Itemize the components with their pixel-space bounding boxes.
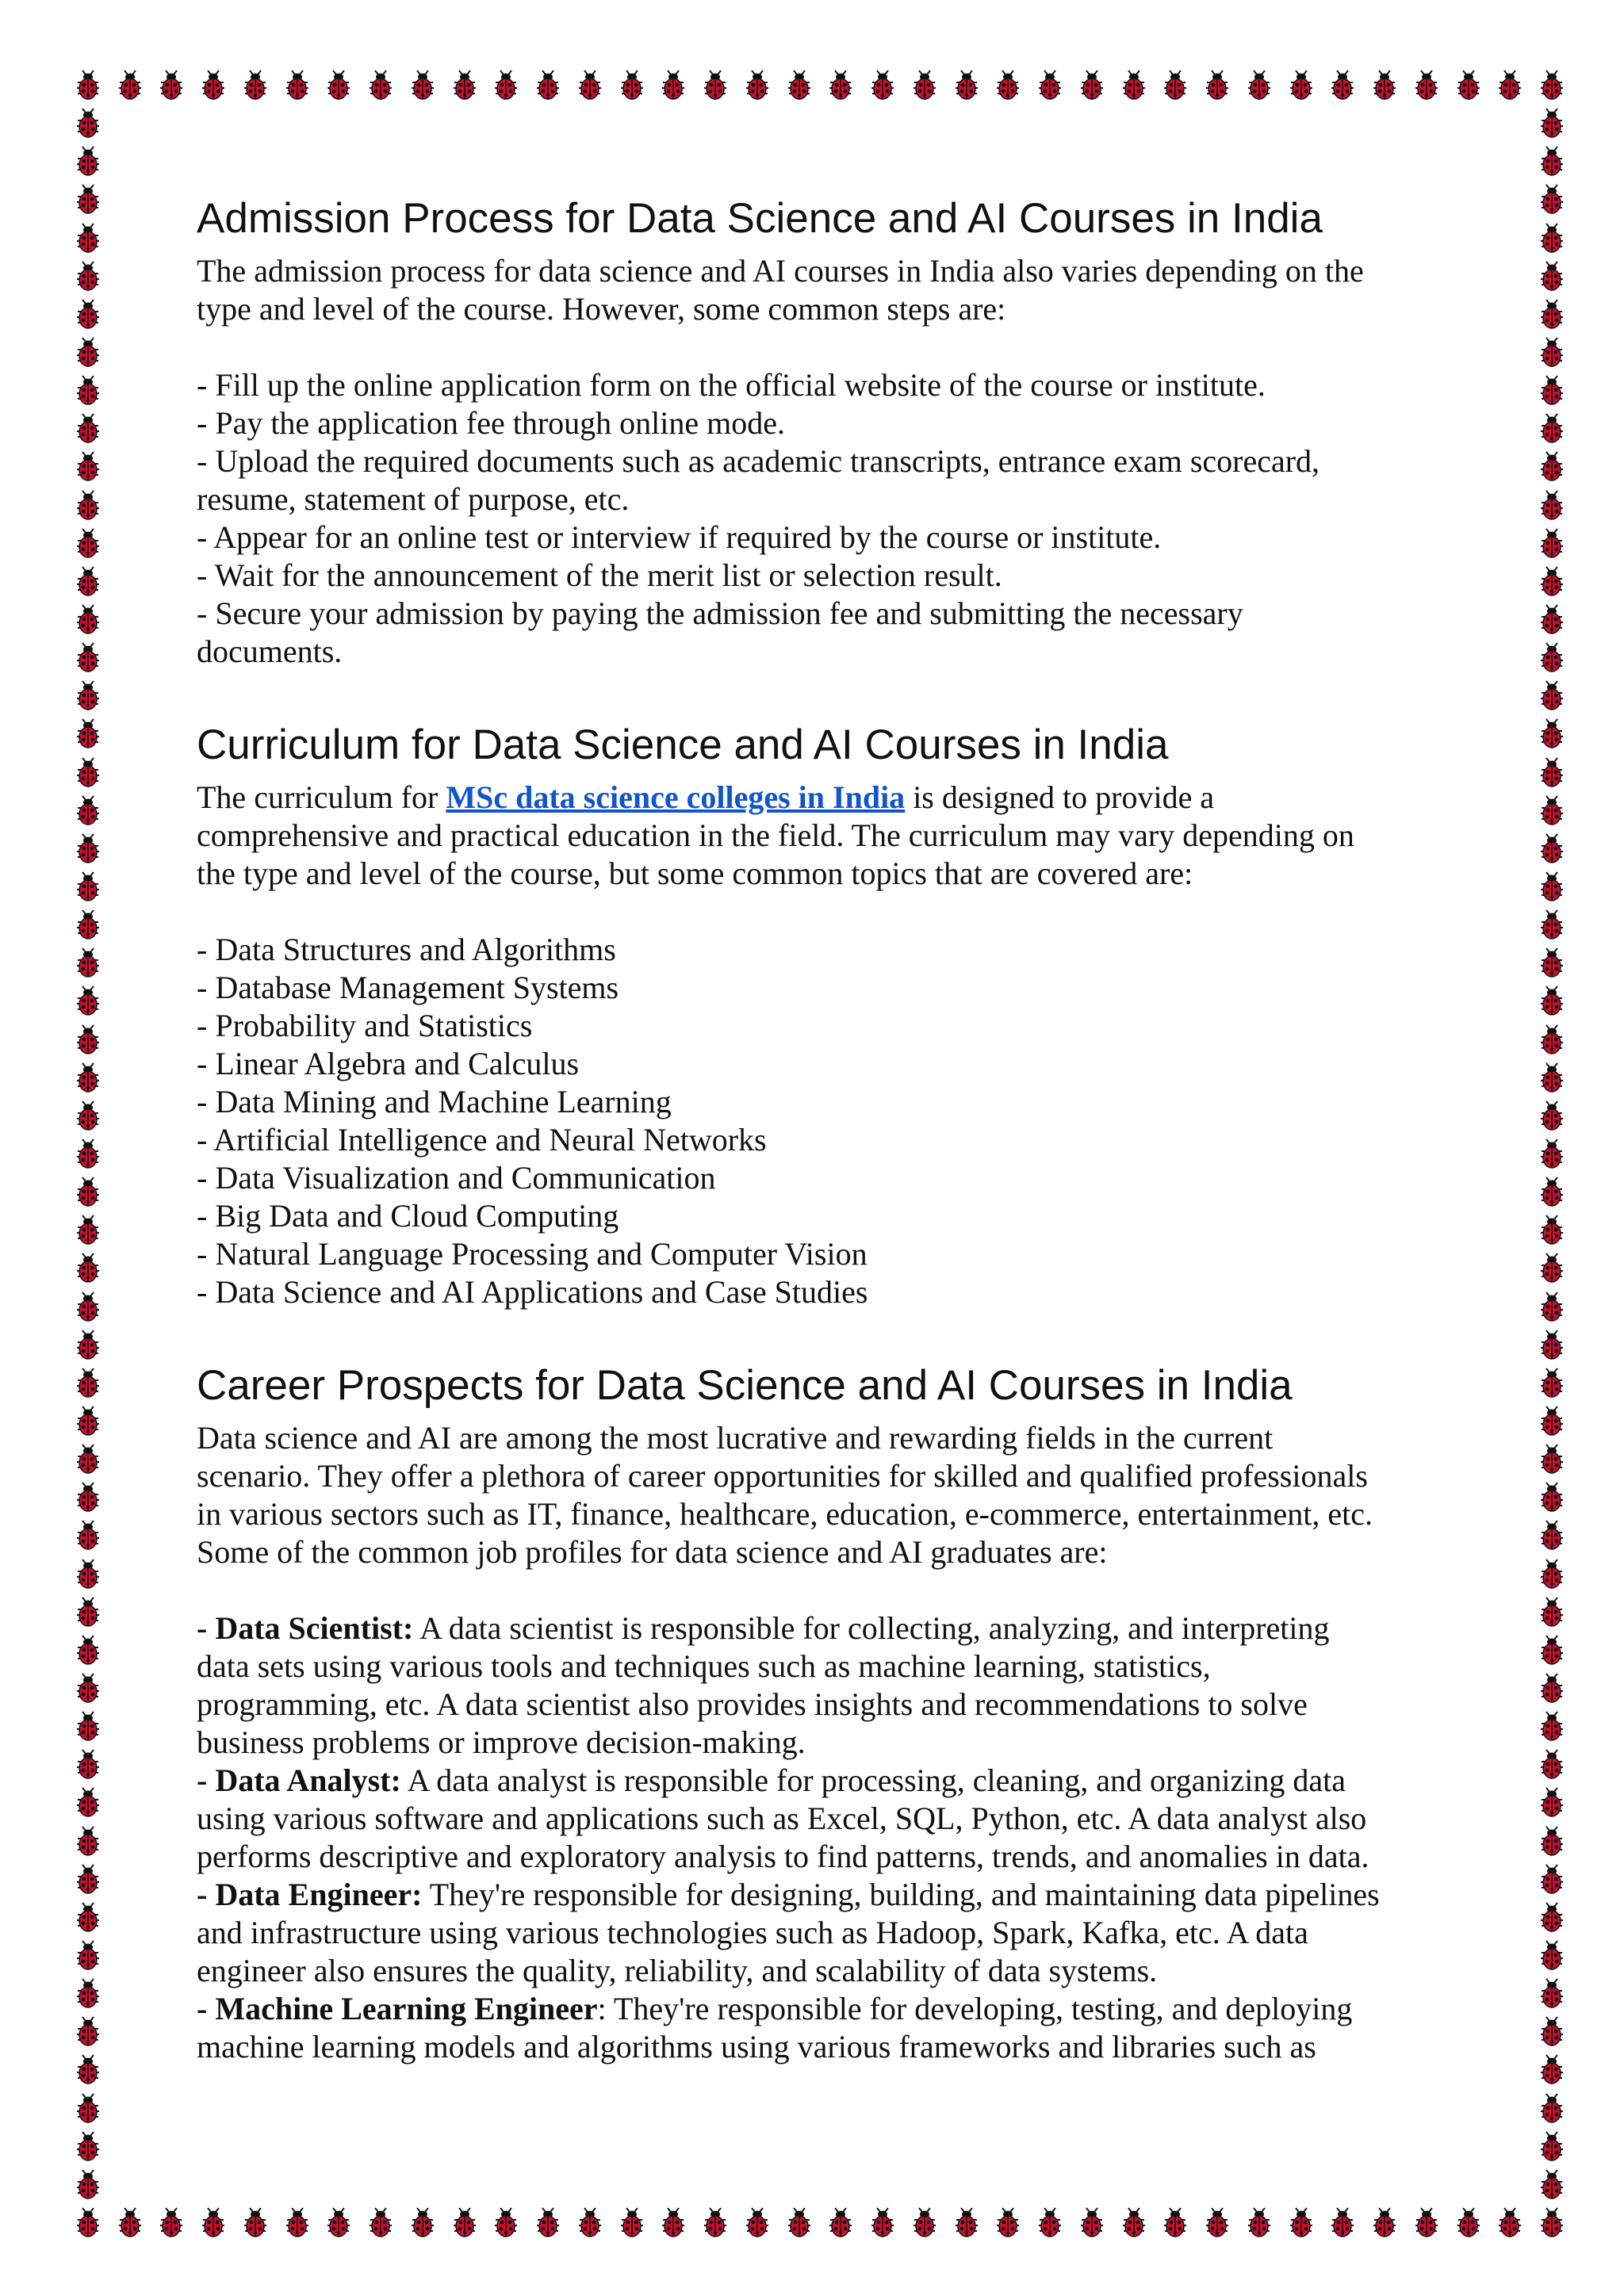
- ladybug-icon: [1123, 2208, 1145, 2237]
- ladybug-icon: [1499, 2208, 1521, 2237]
- ladybug-icon: [1541, 1139, 1563, 1168]
- ladybug-icon: [537, 71, 559, 99]
- ladybug-icon: [77, 681, 99, 710]
- ladybug-icon: [1541, 834, 1563, 863]
- ladybug-icon: [77, 1445, 99, 1473]
- ladybug-icon: [77, 872, 99, 901]
- ladybug-icon: [77, 71, 99, 99]
- ladybug-icon: [1415, 71, 1438, 99]
- ladybug-icon: [1541, 605, 1563, 633]
- ladybug-icon: [77, 1483, 99, 1511]
- ladybug-icon: [327, 71, 350, 99]
- job-description-line: data sets using various tools and techniques such as machine learning, statistics,: [197, 1648, 1211, 1684]
- ladybug-icon: [77, 986, 99, 1015]
- ladybug-icon: [704, 2208, 726, 2237]
- document-body: [197, 193, 1434, 2115]
- curriculum-topic: - Data Visualization and Communication: [197, 1160, 716, 1196]
- ladybug-icon: [1541, 2208, 1563, 2237]
- ladybug-icon: [1373, 71, 1396, 99]
- curriculum-topic: - Database Management Systems: [197, 970, 619, 1005]
- ladybug-icon: [77, 1979, 99, 2007]
- ladybug-icon: [1541, 1253, 1563, 1282]
- admission-step: - Upload the required documents such as academic transcripts, entrance exam scorecard,: [197, 443, 1320, 479]
- admission-step: resume, statement of purpose, etc.: [197, 481, 630, 517]
- ladybug-icon: [1499, 71, 1521, 99]
- ladybug-icon: [1457, 2208, 1480, 2237]
- ladybug-icon: [1123, 71, 1145, 99]
- admission-intro-line: The admission process for data science and AI courses in India also varies depending on the: [197, 253, 1364, 289]
- ladybug-icon: [1248, 71, 1270, 99]
- ladybug-icon: [77, 1330, 99, 1359]
- curriculum-topic: - Artificial Intelligence and Neural Networks: [197, 1122, 767, 1158]
- ladybug-icon: [370, 71, 392, 99]
- ladybug-icon: [621, 71, 643, 99]
- ladybug-icon: [495, 71, 517, 99]
- ladybug-icon: [1541, 376, 1563, 404]
- ladybug-icon: [77, 1101, 99, 1130]
- ladybug-icon: [1541, 414, 1563, 442]
- job-description-line: A data analyst is responsible for processing, cleaning, and organizing data: [400, 1762, 1346, 1798]
- admission-step: - Appear for an online test or interview if required by the course or institute.: [197, 519, 1162, 555]
- ladybug-icon: [1541, 338, 1563, 366]
- ladybug-icon: [77, 2017, 99, 2045]
- ladybug-icon: [1541, 1483, 1563, 1511]
- ladybug-icon: [77, 2208, 99, 2237]
- ladybug-icon: [1541, 2055, 1563, 2084]
- ladybug-icon: [1541, 643, 1563, 672]
- ladybug-icon: [788, 2208, 810, 2237]
- ladybug-icon: [914, 2208, 936, 2237]
- ladybug-icon: [77, 491, 99, 519]
- ladybug-icon: [871, 71, 894, 99]
- ladybug-icon: [77, 1827, 99, 1855]
- ladybug-icon: [1290, 71, 1312, 99]
- ladybug-icon: [77, 414, 99, 442]
- ladybug-icon: [1039, 2208, 1061, 2237]
- ladybug-icon: [997, 71, 1019, 99]
- career-intro-line: scenario. They offer a plethora of career opportunities for skilled and qualified professionals: [197, 1458, 1368, 1494]
- ladybug-icon: [1541, 1215, 1563, 1244]
- ladybug-icon: [1541, 681, 1563, 710]
- ladybug-icon: [1541, 872, 1563, 901]
- ladybug-icon: [621, 2208, 643, 2237]
- job-description-line: : They're responsible for developing, testing, and deploying: [597, 1991, 1353, 2026]
- ladybug-icon: [1541, 262, 1563, 290]
- ladybug-icon: [1457, 71, 1480, 99]
- ladybug-icon: [244, 2208, 266, 2237]
- ladybug-icon: [77, 1750, 99, 1778]
- curriculum-topic: - Linear Algebra and Calculus: [197, 1046, 580, 1081]
- job-description-line: and infrastructure using various technologies such as Hadoop, Spark, Kafka, etc. A data: [197, 1915, 1308, 1950]
- ladybug-icon: [77, 1903, 99, 1931]
- ladybug-icon: [77, 1215, 99, 1244]
- curriculum-heading: Curriculum for Data Science and AI Courses in India: [197, 721, 1169, 768]
- ladybug-icon: [1541, 1177, 1563, 1206]
- ladybug-icon: [1541, 491, 1563, 519]
- ladybug-icon: [1541, 2132, 1563, 2160]
- ladybug-icon: [788, 71, 810, 99]
- ladybug-icon: [1541, 1903, 1563, 1931]
- curriculum-topic: - Data Science and AI Applications and Case Studies: [197, 1274, 868, 1310]
- ladybug-icon: [77, 147, 99, 175]
- career-heading: Career Prospects for Data Science and AI Courses in India: [197, 1362, 1293, 1409]
- ladybug-icon: [1541, 147, 1563, 175]
- ladybug-icon: [77, 1177, 99, 1206]
- ladybug-icon: [1541, 2017, 1563, 2045]
- ladybug-icon: [77, 1559, 99, 1588]
- ladybug-icon: [1541, 2094, 1563, 2122]
- ladybug-icon: [77, 1712, 99, 1740]
- curriculum-topic: - Big Data and Cloud Computing: [197, 1198, 619, 1234]
- ladybug-icon: [77, 529, 99, 557]
- ladybug-icon: [1206, 2208, 1228, 2237]
- ladybug-icon: [1541, 224, 1563, 252]
- ladybug-icon: [1331, 2208, 1354, 2237]
- ladybug-icon: [1541, 1941, 1563, 1969]
- ladybug-icon: [77, 1368, 99, 1397]
- ladybug-icon: [454, 71, 476, 99]
- ladybug-icon: [1206, 71, 1228, 99]
- ladybug-icon: [579, 2208, 601, 2237]
- ladybug-icon: [1164, 2208, 1186, 2237]
- ladybug-icon: [1248, 2208, 1270, 2237]
- ladybug-icon: [1081, 71, 1103, 99]
- curriculum-topic: - Natural Language Processing and Computer Vision: [197, 1236, 868, 1272]
- ladybug-icon: [1331, 71, 1354, 99]
- ladybug-icon: [77, 1865, 99, 1893]
- ladybug-icon: [662, 71, 684, 99]
- admission-section: [197, 193, 1434, 671]
- ladybug-icon: [77, 2170, 99, 2198]
- msc-colleges-link[interactable]: MSc data science colleges in India: [446, 779, 906, 815]
- ladybug-icon: [1541, 796, 1563, 825]
- ladybug-icon: [1541, 529, 1563, 557]
- ladybug-icon: [1541, 2170, 1563, 2198]
- ladybug-icon: [997, 2208, 1019, 2237]
- ladybug-icon: [1541, 1292, 1563, 1321]
- ladybug-icon: [1415, 2208, 1438, 2237]
- admission-step: documents.: [197, 633, 343, 669]
- admission-heading: Admission Process for Data Science and AI Courses in India: [197, 195, 1323, 242]
- curriculum-intro-line: comprehensive and practical education in the field. The curriculum may vary depending on: [197, 817, 1354, 853]
- ladybug-icon: [77, 338, 99, 366]
- ladybug-icon: [77, 758, 99, 786]
- ladybug-icon: [1039, 71, 1061, 99]
- ladybug-icon: [1541, 1865, 1563, 1893]
- job-description-line: performs descriptive and exploratory analysis to find patterns, trends, and anomalies in data.: [197, 1839, 1369, 1874]
- ladybug-icon: [77, 910, 99, 939]
- ladybug-icon: [77, 1253, 99, 1282]
- ladybug-icon: [77, 300, 99, 328]
- ladybug-icon: [370, 2208, 392, 2237]
- job-data-engineer: [197, 1876, 1434, 1914]
- ladybug-icon: [119, 2208, 141, 2237]
- ladybug-icon: [871, 2208, 894, 2237]
- job-title: - Machine Learning Engineer: [197, 1991, 598, 2026]
- job-data-scientist: [197, 1609, 1434, 1647]
- ladybug-icon: [77, 2055, 99, 2084]
- ladybug-icon: [1541, 910, 1563, 939]
- ladybug-icon: [77, 1406, 99, 1435]
- ladybug-icon: [77, 719, 99, 748]
- ladybug-icon: [1541, 758, 1563, 786]
- career-intro-line: in various sectors such as IT, finance, healthcare, education, e-commerce, entertainment, etc.: [197, 1496, 1373, 1532]
- job-title: - Data Analyst:: [197, 1762, 401, 1798]
- ladybug-icon: [77, 605, 99, 633]
- ladybug-icon: [77, 2094, 99, 2122]
- ladybug-icon: [77, 1636, 99, 1664]
- ladybug-icon: [956, 71, 978, 99]
- ladybug-icon: [160, 71, 182, 99]
- ladybug-icon: [77, 1521, 99, 1549]
- ladybug-icon: [77, 1598, 99, 1626]
- ladybug-icon: [1541, 567, 1563, 595]
- ladybug-icon: [77, 1063, 99, 1092]
- ladybug-icon: [1541, 1979, 1563, 2007]
- ladybug-icon: [829, 2208, 852, 2237]
- ladybug-icon: [77, 2132, 99, 2160]
- admission-intro-line: type and level of the course. However, some common steps are:: [197, 291, 1006, 327]
- ladybug-icon: [77, 1941, 99, 1969]
- job-data-analyst: [197, 1762, 1434, 1800]
- ladybug-icon: [412, 71, 434, 99]
- ladybug-icon: [1541, 185, 1563, 213]
- ladybug-icon: [77, 1292, 99, 1321]
- ladybug-icon: [1541, 1330, 1563, 1359]
- curriculum-intro-line: [197, 779, 1434, 817]
- ladybug-icon: [77, 796, 99, 825]
- curriculum-topic: - Data Mining and Machine Learning: [197, 1084, 672, 1119]
- ladybug-icon: [914, 71, 936, 99]
- ladybug-icon: [495, 2208, 517, 2237]
- ladybug-icon: [1164, 71, 1186, 99]
- ladybug-icon: [77, 948, 99, 977]
- ladybug-icon: [1541, 1559, 1563, 1588]
- ladybug-icon: [746, 71, 768, 99]
- ladybug-icon: [77, 1788, 99, 1816]
- ladybug-icon: [77, 109, 99, 137]
- ladybug-icon: [77, 1025, 99, 1054]
- job-description-line: business problems or improve decision-making.: [197, 1724, 806, 1760]
- admission-step: - Wait for the announcement of the merit list or selection result.: [197, 557, 1002, 593]
- ladybug-icon: [119, 71, 141, 99]
- ladybug-icon: [202, 71, 224, 99]
- ladybug-icon: [1541, 1368, 1563, 1397]
- ladybug-icon: [1541, 719, 1563, 748]
- ladybug-icon: [1541, 109, 1563, 137]
- ladybug-icon: [77, 1139, 99, 1168]
- ladybug-icon: [1541, 71, 1563, 99]
- ladybug-icon: [77, 1674, 99, 1702]
- ladybug-icon: [662, 2208, 684, 2237]
- ladybug-icon: [1541, 986, 1563, 1015]
- ladybug-icon: [77, 376, 99, 404]
- career-intro-line: Some of the common job profiles for data science and AI graduates are:: [197, 1534, 1108, 1570]
- ladybug-icon: [1541, 1788, 1563, 1816]
- ladybug-icon: [454, 2208, 476, 2237]
- ladybug-icon: [1081, 2208, 1103, 2237]
- ladybug-icon: [1541, 948, 1563, 977]
- ladybug-icon: [77, 262, 99, 290]
- ladybug-icon: [1541, 1827, 1563, 1855]
- admission-step: - Pay the application fee through online mode.: [197, 405, 786, 441]
- job-title: - Data Engineer:: [197, 1877, 423, 1912]
- job-description-line: machine learning models and algorithms using various frameworks and libraries such as: [197, 2029, 1316, 2064]
- ladybug-icon: [1290, 2208, 1312, 2237]
- ladybug-icon: [412, 2208, 434, 2237]
- ladybug-icon: [704, 71, 726, 99]
- ladybug-icon: [77, 567, 99, 595]
- ladybug-icon: [1541, 1025, 1563, 1054]
- job-description-line: They're responsible for designing, building, and maintaining data pipelines: [422, 1877, 1380, 1912]
- ladybug-icon: [327, 2208, 350, 2237]
- curriculum-topic: - Probability and Statistics: [197, 1008, 533, 1043]
- ladybug-icon: [1541, 1750, 1563, 1778]
- ladybug-icon: [1541, 1521, 1563, 1549]
- ladybug-icon: [956, 2208, 978, 2237]
- career-section: [197, 1360, 1434, 2066]
- curriculum-intro-line: the type and level of the course, but some common topics that are covered are:: [197, 855, 1193, 891]
- ladybug-icon: [1541, 1598, 1563, 1626]
- ladybug-icon: [160, 2208, 182, 2237]
- ladybug-icon: [1541, 1674, 1563, 1702]
- ladybug-icon: [1541, 452, 1563, 480]
- ladybug-icon: [202, 2208, 224, 2237]
- ladybug-icon: [1541, 1445, 1563, 1473]
- job-description-line: programming, etc. A data scientist also provides insights and recommendations to solve: [197, 1686, 1308, 1722]
- curriculum-intro-suffix: is designed to provide a: [905, 779, 1215, 815]
- admission-step: - Secure your admission by paying the admission fee and submitting the necessary: [197, 595, 1243, 631]
- ladybug-icon: [286, 71, 308, 99]
- ladybug-icon: [77, 224, 99, 252]
- ladybug-icon: [77, 834, 99, 863]
- ladybug-icon: [1373, 2208, 1396, 2237]
- ladybug-icon: [77, 185, 99, 213]
- ladybug-icon: [286, 2208, 308, 2237]
- ladybug-icon: [1541, 300, 1563, 328]
- ladybug-icon: [244, 71, 266, 99]
- ladybug-icon: [77, 452, 99, 480]
- ladybug-icon: [579, 71, 601, 99]
- career-intro-line: Data science and AI are among the most lucrative and rewarding fields in the current: [197, 1420, 1274, 1456]
- job-description-line: engineer also ensures the quality, reliability, and scalability of data systems.: [197, 1953, 1158, 1988]
- ladybug-icon: [1541, 1063, 1563, 1092]
- job-title: - Data Scientist:: [197, 1610, 414, 1646]
- job-description-line: using various software and applications such as Excel, SQL, Python, etc. A data analyst also: [197, 1800, 1367, 1836]
- job-description-line: A data scientist is responsible for collecting, analyzing, and interpreting: [413, 1610, 1330, 1646]
- curriculum-topic: - Data Structures and Algorithms: [197, 932, 616, 967]
- ladybug-icon: [746, 2208, 768, 2237]
- ladybug-icon: [1541, 1406, 1563, 1435]
- ladybug-icon: [537, 2208, 559, 2237]
- ladybug-icon: [77, 643, 99, 672]
- job-ml-engineer: [197, 1990, 1434, 2028]
- ladybug-icon: [829, 71, 852, 99]
- ladybug-icon: [1541, 1712, 1563, 1740]
- ladybug-icon: [1541, 1636, 1563, 1664]
- ladybug-icon: [1541, 1101, 1563, 1130]
- curriculum-intro-prefix: The curriculum for: [197, 779, 446, 815]
- curriculum-section: [197, 720, 1434, 1311]
- admission-step: - Fill up the online application form on the official website of the course or institute.: [197, 367, 1266, 403]
